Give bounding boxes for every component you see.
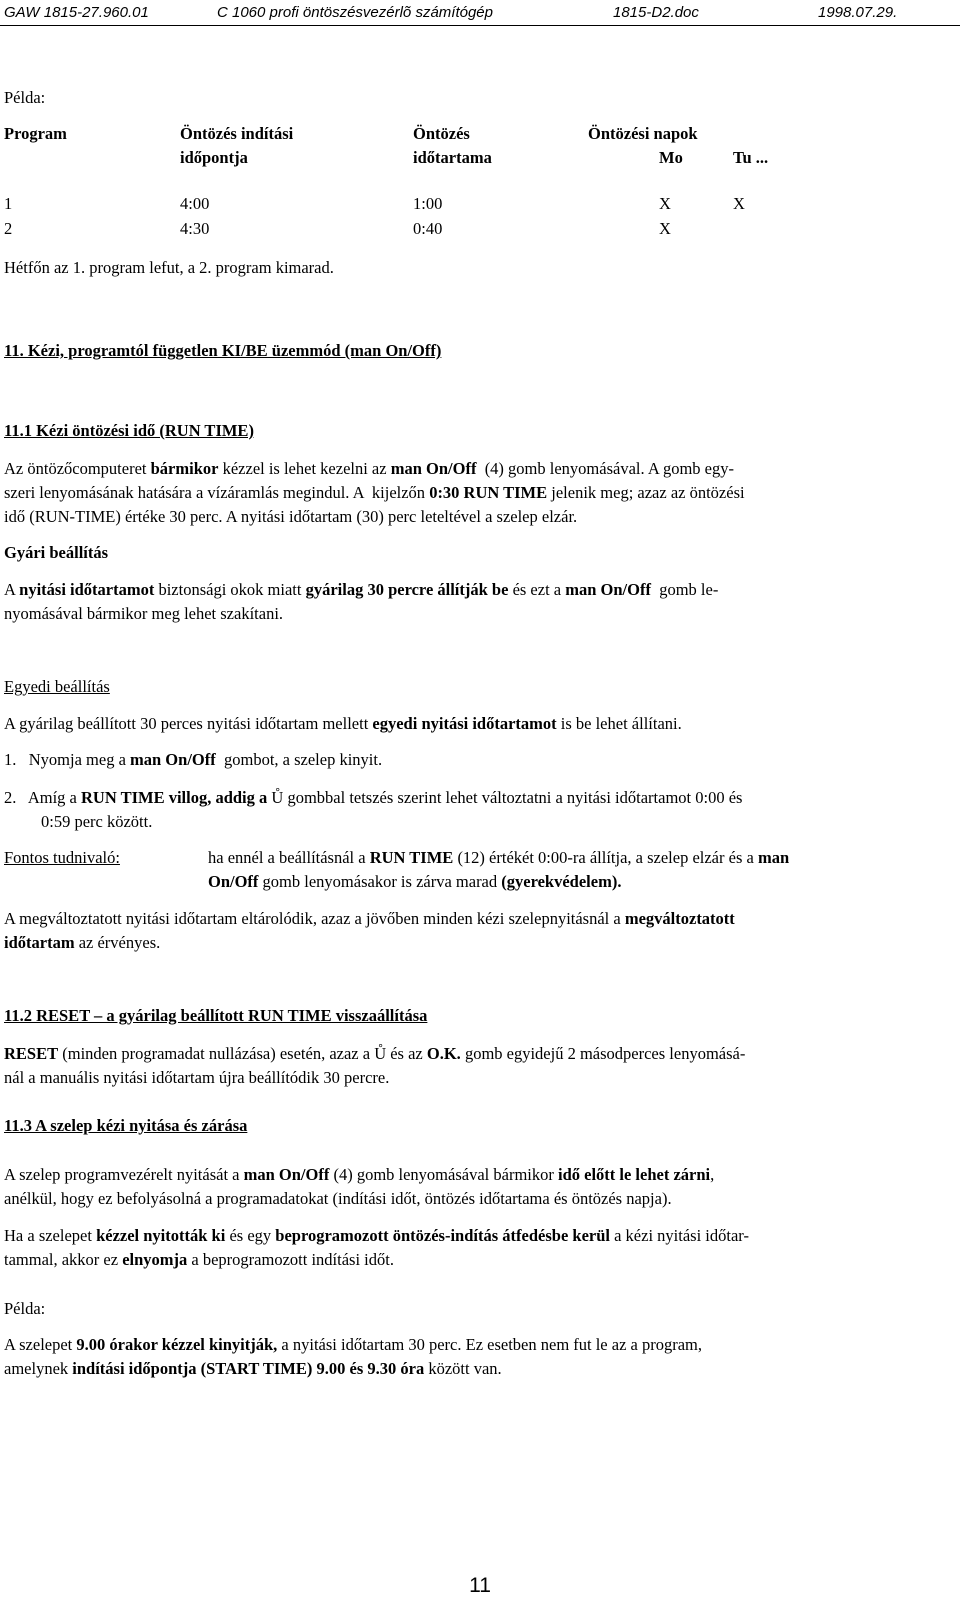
text: nál a manuális nyitási időtartam újra beállítódik 30 percre. xyxy=(4,1068,390,1087)
paragraph-line xyxy=(4,1187,672,1211)
col-header-tu: Tu ... xyxy=(733,148,769,167)
text: a beprogramozott indítási időt. xyxy=(187,1250,394,1269)
table-cell: X xyxy=(659,219,671,238)
section-11-3-title: 11.3 A szelep kézi nyitása és zárása xyxy=(4,1116,248,1135)
text: A xyxy=(4,580,20,599)
paragraph-line xyxy=(4,931,160,955)
text: az érvényes. xyxy=(74,933,161,952)
paragraph-line xyxy=(4,578,718,602)
example-label: Példa: xyxy=(4,1299,46,1318)
text: tammal, akkor ez xyxy=(4,1250,123,1269)
bold-text: kézzel nyitották ki xyxy=(96,1226,226,1245)
text: (4) gomb lenyomásával bármikor xyxy=(329,1165,558,1184)
header-rule xyxy=(0,25,960,26)
bold-text: man On/Off xyxy=(565,580,651,599)
bold-text: RESET xyxy=(4,1044,59,1063)
text: gomb le- xyxy=(650,580,719,599)
text: A gyárilag beállított 30 perces nyitási időtartam mellett xyxy=(4,714,373,733)
text: gombot, a szelep kinyit. xyxy=(215,750,383,769)
bold-text: On/Off xyxy=(208,872,259,891)
text: A szelep programvezérelt nyitását a xyxy=(4,1165,244,1184)
paragraph-line xyxy=(4,505,577,529)
text: (minden programadat nullázása) esetén, azaz a Ů és az xyxy=(58,1044,427,1063)
section-11-2-title: 11.2 RESET – a gyárilag beállított RUN TIME visszaállítása xyxy=(4,1006,428,1025)
paragraph-line xyxy=(4,1333,702,1357)
paragraph-line xyxy=(4,481,745,505)
example-label: Példa: xyxy=(4,88,46,107)
text: A megváltoztatott nyitási időtartam eltárolódik, azaz a jövőben minden kézi szelepnyitásnál a xyxy=(4,909,625,928)
text: 1. Nyomja meg a xyxy=(4,750,131,769)
header-title: C 1060 profi öntöszésvezérlõ számítógép xyxy=(217,4,493,21)
text: nyomásával bármikor meg lehet szakítani. xyxy=(4,604,284,623)
col-header-days: Öntözési napok xyxy=(588,124,698,143)
text: biztonsági okok miatt xyxy=(154,580,306,599)
text: gomb egyidejű 2 másodperces lenyomásá- xyxy=(460,1044,746,1063)
paragraph-line xyxy=(4,1248,394,1272)
page-header xyxy=(0,4,960,26)
text: Az öntözőcomputeret xyxy=(4,459,151,478)
bold-text: nyitási időtartamot xyxy=(19,580,155,599)
text: jelenik meg; azaz az öntözési xyxy=(547,483,745,502)
text: (12) értékét 0:00-ra állítja, a szelep elzár és a xyxy=(453,848,758,867)
bold-text: man xyxy=(757,848,790,867)
bold-text: elnyomja xyxy=(122,1250,188,1269)
step-2-continuation xyxy=(41,810,152,834)
text: a nyitási időtartam 30 perc. Ez esetben nem fut le az a program, xyxy=(277,1335,703,1354)
important-note-label: Fontos tudnivaló: xyxy=(4,848,120,867)
text: a kézi nyitási időtar- xyxy=(609,1226,749,1245)
paragraph-line xyxy=(4,1357,502,1381)
text: szeri lenyomásának hatására a vízáramlás megindul. A kijelzőn xyxy=(4,483,430,502)
table-cell: 4:30 xyxy=(180,219,210,238)
text: idő (RUN-TIME) értéke 30 perc. A nyitási időtartam (30) perc leteltével a szelep elzár. xyxy=(4,507,578,526)
bold-text: 9.00 órakor kézzel kinyitják, xyxy=(76,1335,278,1354)
bold-text: időtartam xyxy=(4,933,75,952)
col-header-duration-l2: időtartama xyxy=(413,148,492,167)
factory-setting-heading: Gyári beállítás xyxy=(4,543,109,562)
paragraph-line xyxy=(4,907,735,931)
important-note-line xyxy=(208,870,621,894)
paragraph-line xyxy=(4,712,682,736)
table-cell: X xyxy=(659,194,671,213)
bold-text: 0:30 RUN TIME xyxy=(429,483,548,502)
text: 0:59 perc között. xyxy=(41,812,153,831)
bold-text: beprogramozott öntözés-indítás átfedésbe kerül xyxy=(275,1226,610,1245)
bold-text: megváltoztatott xyxy=(624,909,735,928)
text: anélkül, hogy ez befolyásolná a programadatokat (indítási időt, öntözés időtartama és öntözés napja). xyxy=(4,1189,672,1208)
bold-text: man On/Off xyxy=(243,1165,330,1184)
text: Ů gombbal tetszés szerint lehet változtatni a nyitási időtartamot 0:00 és xyxy=(267,788,743,807)
text: (4) gomb lenyomásával. A gomb egy- xyxy=(476,459,734,478)
step-2 xyxy=(4,786,742,810)
text: is be lehet állítani. xyxy=(556,714,682,733)
text: , xyxy=(710,1165,715,1184)
bold-text: RUN TIME villog, addig a xyxy=(81,788,268,807)
important-note-line xyxy=(208,846,789,870)
table-cell: 1 xyxy=(4,194,13,213)
section-11-title: 11. Kézi, programtól független KI/BE üzemmód (man On/Off) xyxy=(4,341,442,360)
bold-text: man On/Off xyxy=(390,459,477,478)
header-date: 1998.07.29. xyxy=(818,4,898,21)
table-cell: 1:00 xyxy=(413,194,443,213)
bold-text: RUN TIME xyxy=(369,848,454,867)
col-header-mo: Mo xyxy=(659,148,683,167)
col-header-program: Program xyxy=(4,124,67,143)
text: amelynek xyxy=(4,1359,73,1378)
text: kézzel is lehet kezelni az xyxy=(218,459,391,478)
bold-text: gyárilag 30 percre állítják be xyxy=(305,580,509,599)
text: és ezt a xyxy=(508,580,566,599)
paragraph-line xyxy=(4,1042,745,1066)
custom-setting-heading: Egyedi beállítás xyxy=(4,677,110,696)
step-1 xyxy=(4,748,382,772)
text: A szelepet xyxy=(4,1335,77,1354)
bold-text: O.K. xyxy=(426,1044,461,1063)
text: ha ennél a beállításnál a xyxy=(208,848,370,867)
col-header-start-l2: időpontja xyxy=(180,148,248,167)
bold-text: indítási időpontja (START TIME) 9.00 és 9.30 óra xyxy=(72,1359,425,1378)
bold-text: man On/Off xyxy=(130,750,216,769)
table-cell: 2 xyxy=(4,219,13,238)
table-cell: X xyxy=(733,194,745,213)
table-cell: 0:40 xyxy=(413,219,443,238)
header-filename: 1815-D2.doc xyxy=(613,4,699,21)
example-note: Hétfőn az 1. program lefut, a 2. program kimarad. xyxy=(4,258,334,277)
text: gomb lenyomásakor is zárva marad xyxy=(258,872,502,891)
text: és egy xyxy=(225,1226,276,1245)
page-number: 11 xyxy=(469,1574,491,1597)
text: 2. Amíg a xyxy=(4,788,81,807)
bold-text: bármikor xyxy=(150,459,219,478)
paragraph-line xyxy=(4,602,283,626)
text: között van. xyxy=(424,1359,502,1378)
paragraph-line xyxy=(4,457,734,481)
table-cell: 4:00 xyxy=(180,194,210,213)
paragraph-line xyxy=(4,1066,389,1090)
paragraph-line xyxy=(4,1163,714,1187)
paragraph-line xyxy=(4,1224,749,1248)
col-header-duration-l1: Öntözés xyxy=(413,124,470,143)
header-doc-code: GAW 1815-27.960.01 xyxy=(4,4,149,21)
bold-text: egyedi nyitási időtartamot xyxy=(372,714,557,733)
section-11-1-title: 11.1 Kézi öntözési idő (RUN TIME) xyxy=(4,421,254,440)
bold-text: (gyerekvédelem). xyxy=(501,872,622,891)
text: Ha a szelepet xyxy=(4,1226,97,1245)
col-header-start-l1: Öntözés indítási xyxy=(180,124,294,143)
bold-text: idő előtt le lehet zárni xyxy=(557,1165,711,1184)
